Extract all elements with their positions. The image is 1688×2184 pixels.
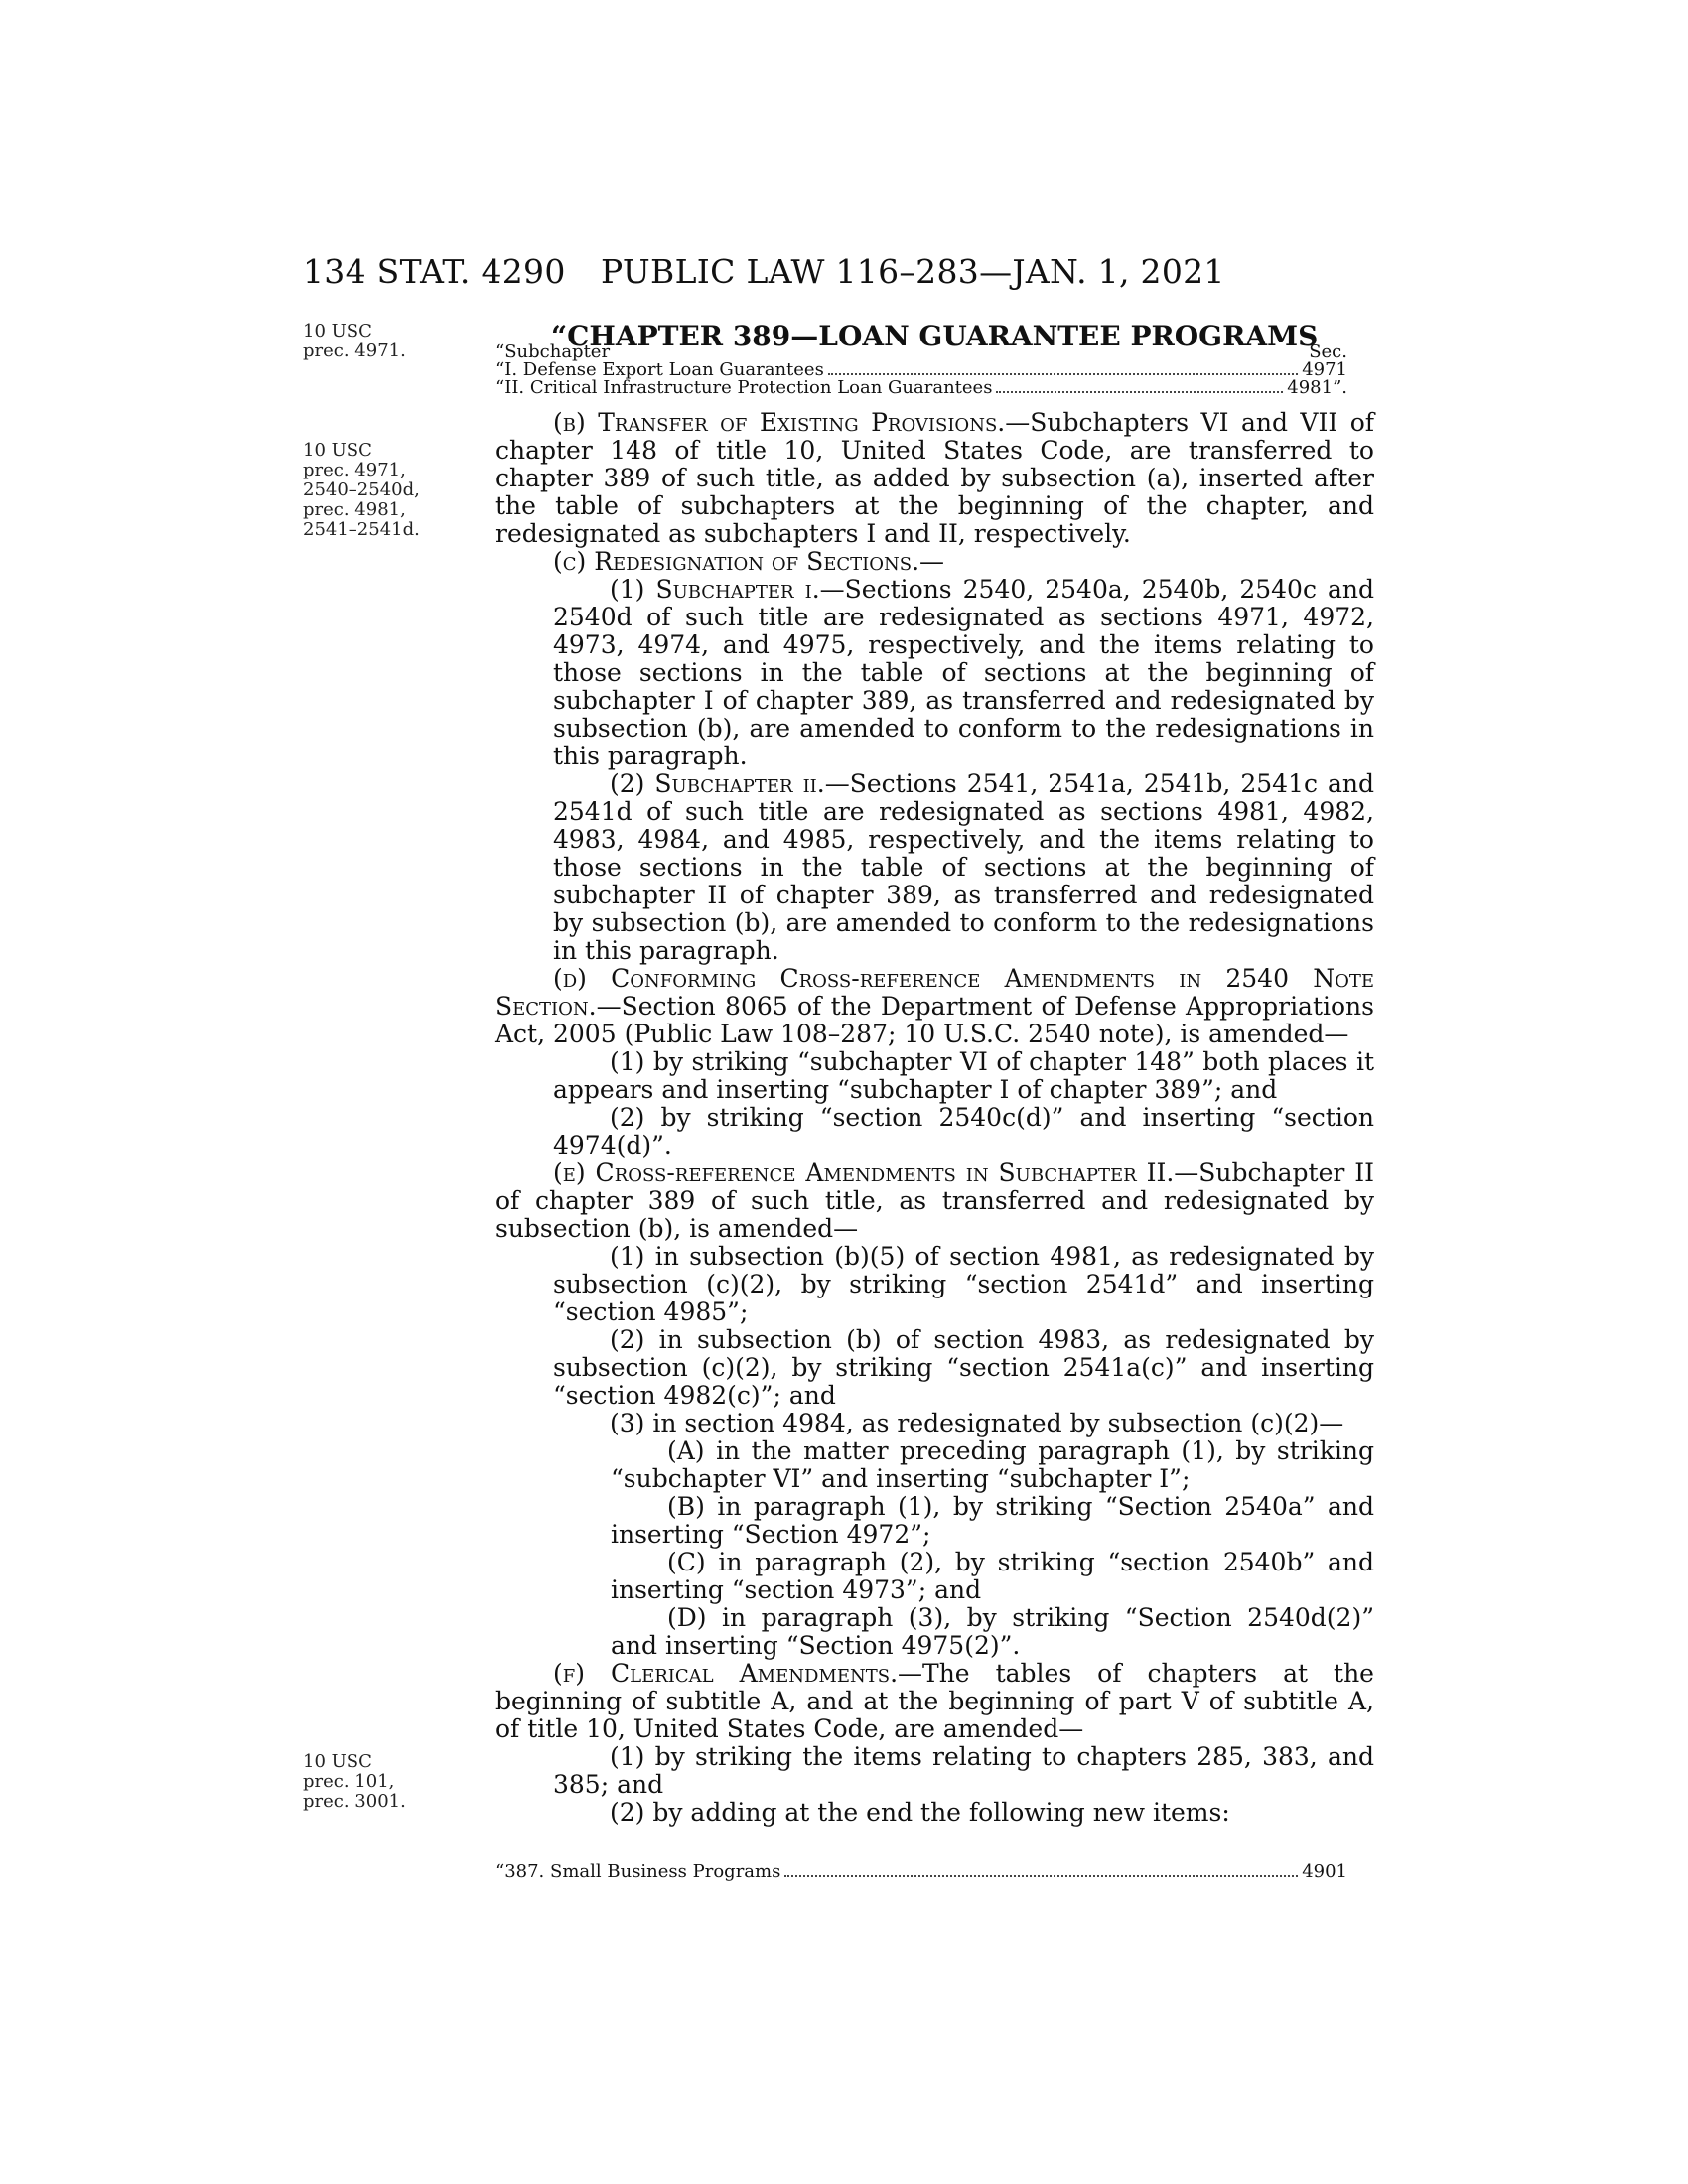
section-body <box>495 409 1374 1827</box>
toc-column-label: “Subchapter <box>495 341 611 362</box>
toc-number: 4981”. <box>1287 377 1347 398</box>
paragraph-d1: (1) by striking “subchapter VI of chapter 148” both places it appears and inserting “subchapter I of chapter 389”; and <box>553 1047 1374 1104</box>
paragraph-d: (d) Conforming Cross-reference Amendments in 2540 Note Section.—Section 8065 of the Department of Defense Appropriations Act, 2005 (Public Law 108–287; 10 U.S.C. 2540 note), is amended— <box>495 964 1374 1048</box>
paragraph-c2: (2) Subchapter ii.—Sections 2541, 2541a, 2541b, 2541c and 2541d of such title are redesignated as sections 4981, 4982, 4983, 4984, and 4985, respectively, and the items relating to those sections in the table of sections at the beginning of subchapter II of chapter 389, as transferred and redesignated by subsection (b), are amended to conform to the redesignations in this paragraph. <box>553 769 1374 965</box>
margin-note: 10 USC prec. 4971, 2540–2540d, prec. 4981, 2541–2541d. <box>303 440 420 540</box>
paragraph-e3A: (A) in the matter preceding paragraph (1), by striking “subchapter VI” and inserting “subchapter I”; <box>611 1436 1374 1493</box>
toc-column-label: Sec. <box>1309 341 1347 362</box>
margin-note: 10 USC prec. 101, prec. 3001. <box>303 1751 406 1812</box>
page-header <box>303 252 1225 291</box>
subchapter-table <box>495 343 1347 397</box>
stat-citation: 134 STAT. 4290 <box>303 252 566 291</box>
margin-note: 10 USC prec. 4971. <box>303 321 406 361</box>
new-items-table <box>495 1861 1347 1882</box>
paragraph-c1: (1) Subchapter i.—Sections 2540, 2540a, 2540b, 2540c and 2540d of such title are redesignated as sections 4971, 4972, 4973, 4974, and 4975, respectively, and the items relating to those sections in the table of sections at the beginning of subchapter I of chapter 389, as transferred and redesignated by subsection (b), are amended to conform to the redesignations in this paragraph. <box>553 575 1375 770</box>
chapter-title: “CHAPTER 389—LOAN GUARANTEE PROGRAMS <box>551 320 1319 352</box>
toc-label: “387. Small Business Programs <box>495 1861 781 1882</box>
paragraph-f1: (1) by striking the items relating to chapters 285, 383, and 385; and <box>553 1742 1374 1799</box>
dot-leader <box>996 391 1283 393</box>
paragraph-e3B: (B) in paragraph (1), by striking “Section 2540a” and inserting “Section 4972”; <box>611 1492 1374 1549</box>
toc-number: 4901 <box>1302 1861 1347 1882</box>
paragraph-f2: (2) by adding at the end the following new items: <box>610 1798 1230 1827</box>
paragraph-e1: (1) in subsection (b)(5) of section 4981, as redesignated by subsection (c)(2), by striking “section 2541d” and inserting “section 4985”; <box>553 1242 1374 1326</box>
paragraph-e3D: (D) in paragraph (3), by striking “Section 2540d(2)” and inserting “Section 4975(2)”. <box>611 1603 1374 1660</box>
toc-number: 4971 <box>1302 359 1347 380</box>
paragraph-e2: (2) in subsection (b) of section 4983, as redesignated by subsection (c)(2), by striking “section 2541a(c)” and inserting “section 4982(c)”; and <box>553 1325 1374 1410</box>
paragraph-e3C: (C) in paragraph (2), by striking “section 2540b” and inserting “section 4973”; and <box>611 1548 1374 1604</box>
paragraph-d2: (2) by striking “section 2540c(d)” and inserting “section 4974(d)”. <box>553 1103 1374 1160</box>
paragraph-b: (b) Transfer of Existing Provisions.—Subchapters VI and VII of chapter 148 of title 10, United States Code, are transferred to chapter 389 of such title, as added by subsection (a), inserted after the table of subchapters at the beginning of the chapter, and redesignated as subchapters I and II, respectively. <box>495 408 1374 548</box>
toc-row <box>495 1861 1347 1882</box>
paragraph-f: (f) Clerical Amendments.—The tables of chapters at the beginning of subtitle A, and at the beginning of part V of subtitle A, of title 10, United States Code, are amended— <box>495 1659 1374 1743</box>
toc-label: “I. Defense Export Loan Guarantees <box>495 359 824 380</box>
paragraph-e: (e) Cross-reference Amendments in Subchapter II.—Subchapter II of chapter 389 of such title, as transferred and redesignated by subsection (b), is amended— <box>495 1159 1374 1243</box>
paragraph-e3: (3) in section 4984, as redesignated by subsection (c)(2)— <box>610 1409 1344 1437</box>
dot-leader <box>784 1875 1298 1877</box>
law-title: PUBLIC LAW 116–283—JAN. 1, 2021 <box>601 252 1225 291</box>
toc-row <box>495 379 1347 397</box>
toc-label: “II. Critical Infrastructure Protection Loan Guarantees <box>495 377 993 398</box>
paragraph-c-heading: (c) Redesignation of Sections.— <box>553 547 945 576</box>
dot-leader <box>828 373 1298 375</box>
